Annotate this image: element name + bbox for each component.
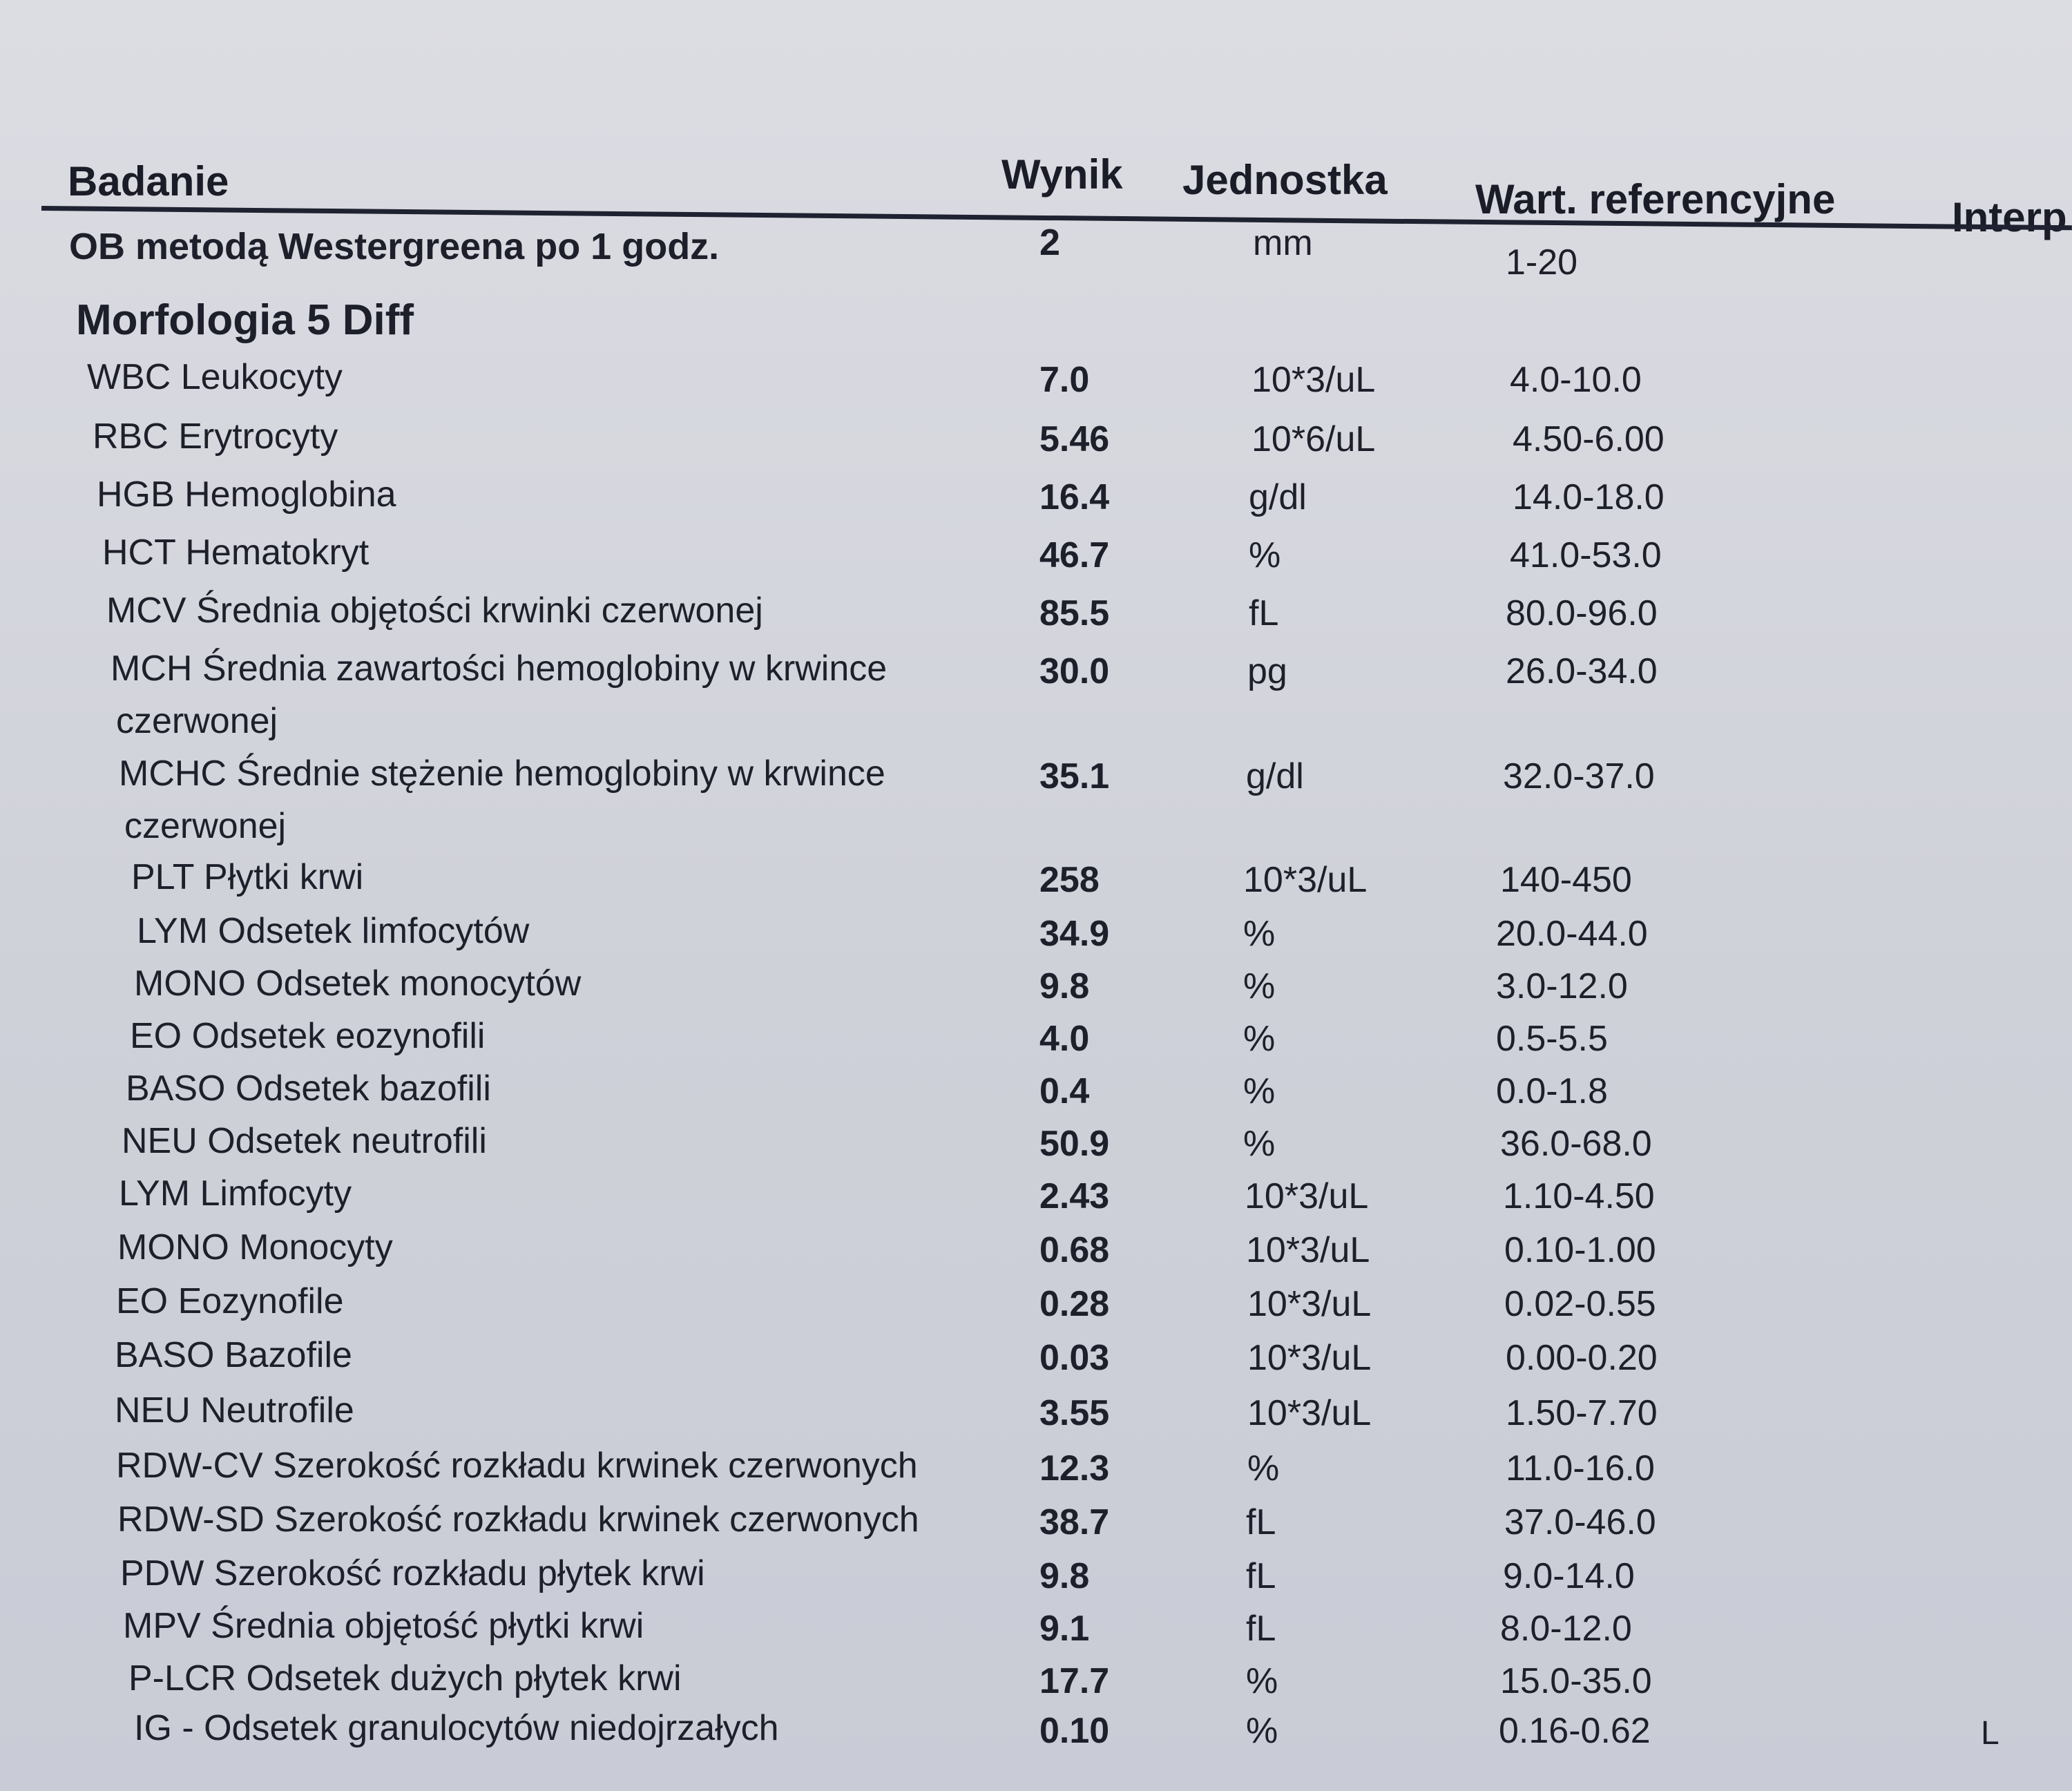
test-reference-range: 140-450 [1500, 860, 1632, 900]
test-name: EO Odsetek eozynofili [130, 1016, 486, 1056]
test-name: HGB Hemoglobina [97, 475, 396, 515]
test-value: 17.7 [1039, 1661, 1110, 1701]
test-unit: % [1246, 1661, 1278, 1701]
test-name: BASO Bazofile [115, 1335, 352, 1375]
test-value: 38.7 [1039, 1502, 1110, 1542]
test-value: 0.4 [1039, 1071, 1090, 1111]
test-unit: g/dl [1249, 477, 1307, 517]
test-unit: 10*6/uL [1251, 419, 1376, 459]
test-name: MONO Monocyty [117, 1227, 393, 1267]
test-name-continuation: czerwonej [124, 806, 287, 846]
column-header-badanie: Badanie [68, 158, 229, 204]
test-name: LYM Limfocyty [119, 1174, 352, 1214]
ob-test-name: OB metodą Westergreena po 1 godz. [69, 226, 720, 267]
test-value: 7.0 [1039, 360, 1090, 400]
test-name: PDW Szerokość rozkładu płytek krwi [120, 1553, 705, 1593]
test-unit: % [1246, 1711, 1278, 1751]
test-value: 30.0 [1039, 651, 1110, 691]
test-reference-range: 36.0-68.0 [1500, 1124, 1652, 1164]
test-reference-range: 0.16-0.62 [1499, 1711, 1651, 1751]
test-value: 12.3 [1039, 1448, 1110, 1488]
test-value: 34.9 [1039, 914, 1110, 954]
test-unit: g/dl [1246, 756, 1304, 796]
test-name: MCH Średnia zawartości hemoglobiny w krwince [111, 649, 888, 689]
test-reference-range: 4.0-10.0 [1510, 360, 1642, 400]
test-value: 4.0 [1039, 1019, 1090, 1059]
test-value: 9.1 [1039, 1609, 1090, 1649]
test-name: MPV Średnia objętość płytki krwi [123, 1606, 644, 1646]
test-value: 50.9 [1039, 1124, 1110, 1164]
test-value: 0.68 [1039, 1230, 1110, 1270]
test-value: 46.7 [1039, 535, 1110, 575]
test-value: 9.8 [1039, 966, 1090, 1006]
test-unit: % [1243, 966, 1276, 1006]
test-unit: fL [1246, 1609, 1276, 1649]
test-reference-range: 15.0-35.0 [1500, 1661, 1652, 1701]
test-unit: 10*3/uL [1243, 860, 1368, 900]
test-unit: fL [1246, 1502, 1276, 1542]
test-unit: fL [1249, 593, 1279, 633]
test-value: 35.1 [1039, 756, 1110, 796]
test-value: 258 [1039, 860, 1100, 900]
test-reference-range: 9.0-14.0 [1503, 1556, 1635, 1596]
test-name: PLT Płytki krwi [131, 857, 364, 897]
test-reference-range: 0.00-0.20 [1506, 1338, 1658, 1378]
test-name: MCHC Średnie stężenie hemoglobiny w krwince [119, 754, 885, 794]
test-name: NEU Odsetek neutrofili [122, 1121, 487, 1161]
test-reference-range: 11.0-16.0 [1506, 1448, 1655, 1488]
test-unit: 10*3/uL [1247, 1393, 1372, 1433]
test-name: NEU Neutrofile [115, 1390, 354, 1430]
test-unit: fL [1246, 1556, 1276, 1596]
test-value: 0.03 [1039, 1338, 1110, 1378]
test-reference-range: 0.10-1.00 [1504, 1230, 1656, 1270]
test-unit: 10*3/uL [1251, 360, 1376, 400]
test-reference-range: 80.0-96.0 [1506, 593, 1658, 633]
test-value: 0.10 [1039, 1711, 1110, 1751]
test-unit: pg [1247, 651, 1287, 691]
test-reference-range: 3.0-12.0 [1496, 966, 1628, 1006]
test-unit: 10*3/uL [1247, 1284, 1372, 1324]
test-value: 9.8 [1039, 1556, 1090, 1596]
ob-test-value: 2 [1039, 222, 1061, 263]
column-header-wynik: Wynik [1001, 151, 1123, 198]
test-unit: % [1243, 1019, 1276, 1059]
test-value: 3.55 [1039, 1393, 1110, 1433]
test-reference-range: 8.0-12.0 [1500, 1609, 1632, 1649]
column-header-interpretation: Interp [1952, 194, 2067, 240]
test-name: RBC Erytrocyty [93, 416, 338, 457]
test-reference-range: 0.02-0.55 [1504, 1284, 1656, 1324]
test-name: IG - Odsetek granulocytów niedojrzałych [134, 1708, 779, 1748]
test-name: RDW-CV Szerokość rozkładu krwinek czerwonych [116, 1446, 918, 1486]
test-unit: 10*3/uL [1245, 1176, 1369, 1216]
test-unit: % [1243, 1071, 1276, 1111]
ob-test-reference: 1-20 [1506, 242, 1578, 282]
test-value: 2.43 [1039, 1176, 1110, 1216]
test-reference-range: 1.10-4.50 [1503, 1176, 1655, 1216]
section-title-morfologia: Morfologia 5 Diff [76, 296, 414, 344]
test-reference-range: 14.0-18.0 [1513, 477, 1665, 517]
test-name: WBC Leukocyty [87, 357, 343, 397]
test-reference-range: 37.0-46.0 [1504, 1502, 1656, 1542]
test-unit: 10*3/uL [1246, 1230, 1370, 1270]
test-value: 5.46 [1039, 419, 1110, 459]
test-unit: % [1243, 1124, 1276, 1164]
test-unit: % [1247, 1448, 1280, 1488]
test-reference-range: 41.0-53.0 [1510, 535, 1662, 575]
test-unit: 10*3/uL [1247, 1338, 1372, 1378]
test-name: BASO Odsetek bazofili [126, 1069, 491, 1109]
test-name: EO Eozynofile [116, 1281, 344, 1321]
test-name: MONO Odsetek monocytów [134, 964, 582, 1004]
test-reference-range: 1.50-7.70 [1506, 1393, 1658, 1433]
test-name: LYM Odsetek limfocytów [137, 911, 530, 951]
ob-test-unit: mm [1253, 223, 1313, 263]
test-interpretation-flag: L [1981, 1715, 1999, 1752]
test-value: 0.28 [1039, 1284, 1110, 1324]
test-name: RDW-SD Szerokość rozkładu krwinek czerwonych [117, 1500, 919, 1540]
test-name: HCT Hematokryt [102, 533, 370, 573]
column-header-jednostka: Jednostka [1182, 157, 1388, 203]
test-unit: % [1243, 914, 1276, 954]
test-value: 85.5 [1039, 593, 1110, 633]
test-reference-range: 0.0-1.8 [1496, 1071, 1608, 1111]
test-name: P-LCR Odsetek dużych płytek krwi [128, 1658, 682, 1698]
test-unit: % [1249, 535, 1281, 575]
column-header-reference: Wart. referencyjne [1475, 176, 1836, 222]
test-name: MCV Średnia objętości krwinki czerwonej [106, 591, 763, 631]
test-reference-range: 4.50-6.00 [1513, 419, 1665, 459]
test-reference-range: 20.0-44.0 [1496, 914, 1648, 954]
test-reference-range: 0.5-5.5 [1496, 1019, 1608, 1059]
test-value: 16.4 [1039, 477, 1110, 517]
test-reference-range: 26.0-34.0 [1506, 651, 1658, 691]
test-name-continuation: czerwonej [116, 701, 278, 741]
test-reference-range: 32.0-37.0 [1503, 756, 1655, 796]
